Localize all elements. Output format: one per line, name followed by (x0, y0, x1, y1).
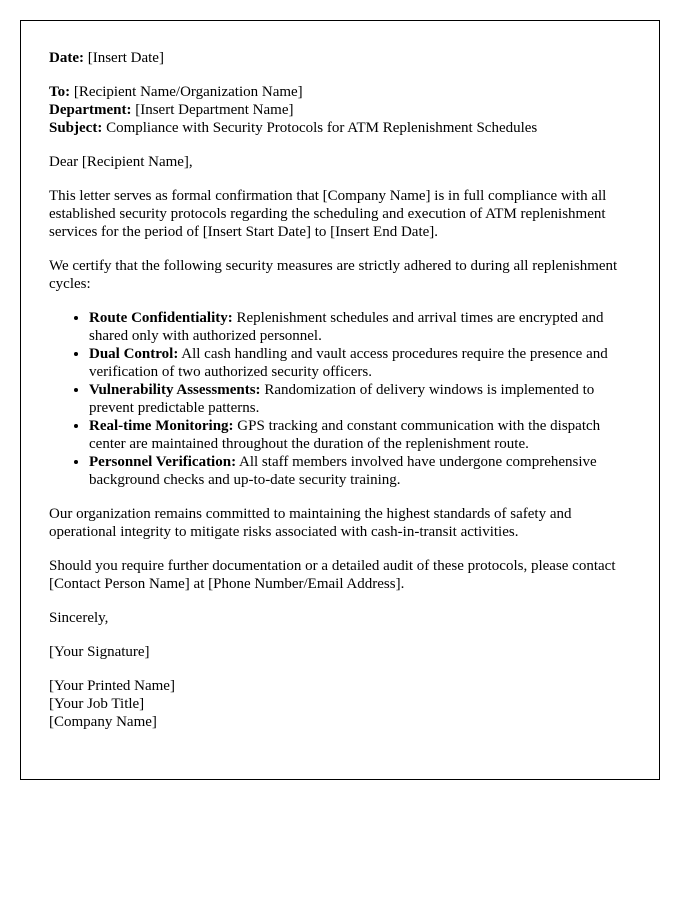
measure-text: Replenishment schedules and arrival times are encrypted and shared only with authorized personnel. (89, 310, 604, 344)
measure-title: Vulnerability Assessments: (89, 382, 261, 398)
list-item (89, 345, 631, 381)
to-value: [Recipient Name/Organization Name] (73, 84, 303, 100)
date-value: [Insert Date] (87, 50, 164, 66)
measure-text: Randomization of delivery windows is implemented to prevent predictable patterns. (89, 382, 595, 416)
measure-title: Dual Control: (89, 346, 179, 362)
list-item (89, 453, 631, 489)
list-item (89, 309, 631, 345)
signer-block (49, 677, 631, 731)
letter-document (20, 20, 660, 780)
date-line (49, 49, 631, 67)
job-title: [Your Job Title] (49, 696, 145, 712)
measure-title: Real-time Monitoring: (89, 418, 234, 434)
commitment-paragraph: Our organization remains committed to maintaining the highest standards of safety and operational integrity to mitigate risks associated with cash-in-transit activities. (49, 506, 572, 540)
measure-text: GPS tracking and constant communication with the dispatch center are maintained throughout the duration of the replenishment route. (89, 418, 601, 452)
measure-title: Personnel Verification: (89, 454, 237, 470)
subject-line (49, 119, 631, 137)
security-measures-list (49, 309, 631, 489)
signature-placeholder: [Your Signature] (49, 644, 150, 660)
intro-paragraph: This letter serves as formal confirmation that [Company Name] is in full compliance with all established security protocols regarding the scheduling and execution of ATM replenishment services for the period of [Insert Start Date] to [Insert End Date]. (49, 188, 607, 240)
department-label: Department: (49, 102, 132, 118)
valediction: Sincerely, (49, 610, 109, 626)
to-line (49, 83, 631, 101)
measure-text: All cash handling and vault access procedures require the presence and verification of two authorized security officers. (89, 346, 608, 380)
salutation: Dear [Recipient Name], (49, 154, 193, 170)
list-item (89, 381, 631, 417)
contact-paragraph: Should you require further documentation or a detailed audit of these protocols, please contact [Contact Person Name] at [Phone Number/Email Address]. (49, 558, 616, 592)
list-item (89, 417, 631, 453)
department-value: [Insert Department Name] (135, 102, 294, 118)
measure-title: Route Confidentiality: (89, 310, 233, 326)
department-line (49, 101, 631, 119)
company-name: [Company Name] (49, 714, 157, 730)
subject-value: Compliance with Security Protocols for ATM Replenishment Schedules (106, 120, 538, 136)
certify-paragraph: We certify that the following security measures are strictly adhered to during all replenishment cycles: (49, 258, 618, 292)
measure-text: All staff members involved have undergone comprehensive background checks and up-to-date security training. (89, 454, 597, 488)
to-label: To: (49, 84, 71, 100)
subject-label: Subject: (49, 120, 103, 136)
date-label: Date: (49, 50, 84, 66)
address-block (49, 83, 631, 137)
printed-name: [Your Printed Name] (49, 678, 175, 694)
